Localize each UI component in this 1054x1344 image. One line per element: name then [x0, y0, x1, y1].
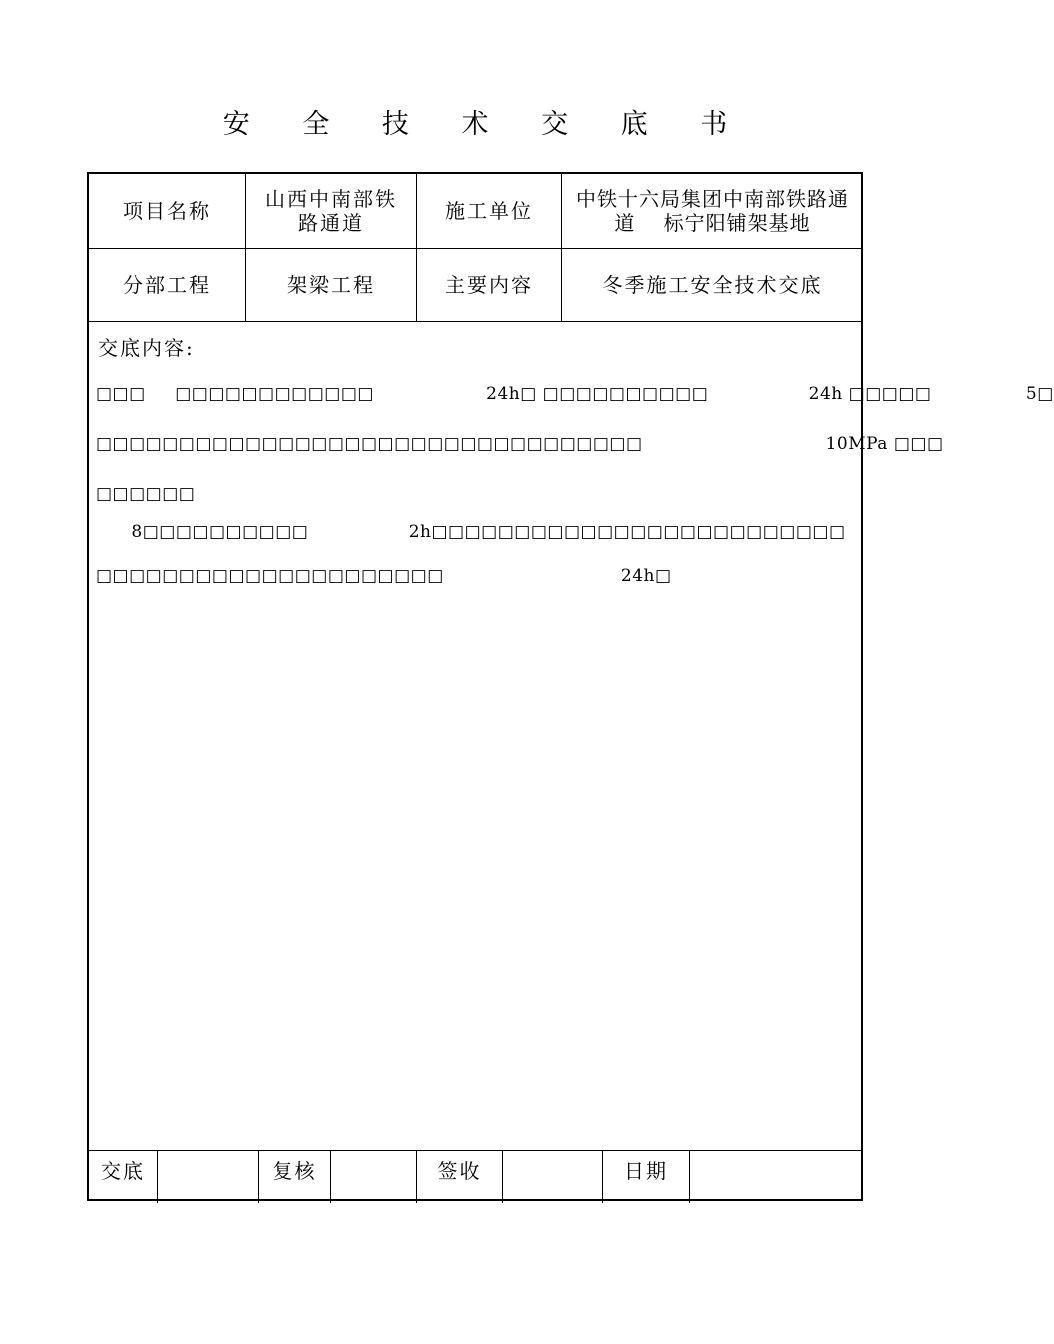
receiver-field[interactable]: [503, 1151, 602, 1191]
content-label: 交底内容:: [98, 336, 195, 360]
project-name-label: 项目名称: [123, 199, 211, 223]
construction-unit-label: 施工单位: [445, 199, 533, 223]
project-name-value: 山西中南部铁路通道: [265, 187, 397, 235]
sub-project-label: 分部工程: [123, 273, 211, 297]
row-divider: [89, 321, 861, 322]
main-content-value: 冬季施工安全技术交底: [602, 273, 823, 297]
date-label: 日期: [624, 1159, 668, 1183]
handover-by-label: 交底: [101, 1159, 145, 1183]
reviewer-field[interactable]: [331, 1151, 416, 1191]
content-line: □□□□□□□□□□□□□□□□□□□□□ 24h□: [96, 566, 672, 586]
sub-project-value: 架梁工程: [287, 273, 375, 297]
content-line: □□□□□□□□□□□□□□□□□□□□□□□□□□□□□□□□□ 10MPa □□□: [96, 434, 944, 454]
handover-by-field[interactable]: [158, 1151, 258, 1191]
main-content-label: 主要内容: [445, 273, 533, 297]
reviewer-label: 复核: [272, 1159, 317, 1183]
construction-unit-value: 中铁十六局集团中南部铁路通道 标宁阳铺架基地: [576, 187, 849, 235]
document-title: 安 全 技 术 交 底 书: [222, 109, 750, 140]
content-line: 8□□□□□□□□□□ 2h□□□□□□□□□□□□□□□□□□□□□□□□□: [96, 522, 846, 542]
content-line: □□□ □□□□□□□□□□□□ 24h□ □□□□□□□□□□ 24h □□□□□ 5□: [96, 384, 1054, 404]
content-line: □□□□□□: [96, 484, 196, 504]
handover-form-table: [87, 172, 1054, 1201]
date-field[interactable]: [690, 1151, 863, 1191]
receiver-label: 签收: [437, 1159, 482, 1183]
